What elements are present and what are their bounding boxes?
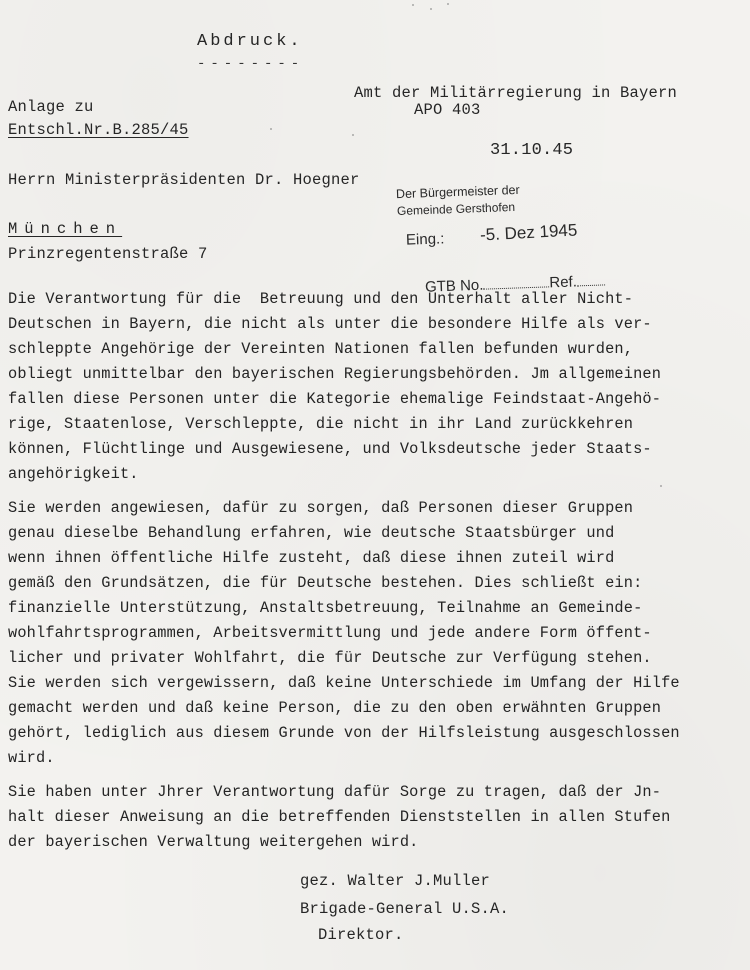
body-line: schleppte Angehörige der Vereinten Nationen fallen befunden wurden,	[8, 340, 634, 358]
scan-speck	[270, 128, 272, 130]
annex-reference: Entschl.Nr.B.285/45	[8, 121, 189, 139]
body-line: Sie werden sich vergewissern, daß keine Unterschiede im Umfang der Hilfe	[8, 674, 680, 692]
stamp-office-line1: Der Bürgermeister der	[395, 182, 520, 202]
body-line: gemäß den Grundsätzen, die für Deutsche bestehen. Dies schließt ein:	[8, 574, 643, 592]
annex-label: Anlage zu	[8, 98, 94, 116]
signature-rank: Brigade-General U.S.A.	[300, 900, 510, 918]
body-line: Deutschen in Bayern, die nicht als unter die besondere Hilfe als ver-	[8, 315, 652, 333]
body-line: können, Flüchtlinge und Ausgewiesene, und Volksdeutsche jeder Staats-	[8, 440, 652, 458]
body-line: wird.	[8, 749, 55, 767]
recipient-name: Herrn Ministerpräsidenten Dr. Hoegner	[8, 171, 360, 189]
recipient-city: München	[8, 220, 123, 238]
body-line: obliegt unmittelbar den bayerischen Regierungsbehörden. Jm allgemeinen	[8, 365, 662, 383]
body-line: halt dieser Anweisung an die betreffenden Dienststellen in allen Stufen	[8, 808, 671, 826]
document-title: Abdruck.	[197, 32, 303, 51]
body-line: licher und privater Wohlfahrt, die für Deutsche zur Verfügung stehen.	[8, 649, 652, 667]
scan-speck	[352, 134, 354, 136]
stamp-received-date: -5. Dez 1945	[479, 220, 578, 245]
body-line: genau dieselbe Behandlung erfahren, wie deutsche Staatsbürger und	[8, 524, 615, 542]
body-line: wohlfahrtsprogrammen, Arbeitsvermittlung und jede andere Form öffent-	[8, 624, 652, 642]
body-line: fallen diese Personen unter die Kategorie ehemalige Feindstaat-Angehö-	[8, 390, 662, 408]
scan-speck	[660, 485, 662, 487]
body-line: der bayerischen Verwaltung weitergehen wird.	[8, 833, 419, 851]
body-line: wenn ihnen öffentliche Hilfe zusteht, daß diese ihnen zuteil wird	[8, 549, 615, 567]
signature-title: Direktor.	[318, 926, 404, 944]
stamp-office-line2: Gemeinde Gersthofen	[396, 199, 516, 219]
scan-speck	[430, 8, 432, 10]
document-date: 31.10.45	[490, 141, 574, 160]
receipt-stamp	[395, 182, 596, 296]
stamp-gtb-text: GTB No.	[424, 276, 484, 296]
issuing-office: Amt der Militärregierung in Bayern	[354, 84, 678, 102]
body-line: finanzielle Unterstützung, Anstaltsbetreuung, Teilnahme an Gemeinde-	[8, 599, 643, 617]
scan-speck	[412, 4, 414, 6]
body-line: Die Verantwortung für die Betreuung und den Unterhalt aller Nicht-	[8, 290, 634, 308]
body-line: angehörigkeit.	[8, 465, 139, 483]
title-underline: --------	[197, 56, 305, 72]
body-line: Sie haben unter Jhrer Verantwortung dafür Sorge zu tragen, daß der Jn-	[8, 783, 662, 801]
body-line: Sie werden angewiesen, dafür zu sorgen, daß Personen dieser Gruppen	[8, 499, 634, 517]
signature-name: gez. Walter J.Muller	[300, 872, 491, 890]
body-line: rige, Staatenlose, Verschleppte, die nicht in ihr Land zurückkehren	[8, 415, 634, 433]
stamp-ref-text: Ref.	[549, 273, 578, 292]
scan-speck	[447, 3, 449, 5]
body-line: gehört, lediglich aus diesem Grunde von der Hilfsleistung ausgeschlossen	[8, 724, 680, 742]
apo-number: APO 403	[414, 101, 481, 119]
stamp-eing-label: Eing.:	[405, 230, 445, 249]
body-line: gemacht werden und daß keine Person, die zu den oben erwähnten Gruppen	[8, 699, 662, 717]
recipient-street: Prinzregentenstraße 7	[8, 245, 208, 263]
